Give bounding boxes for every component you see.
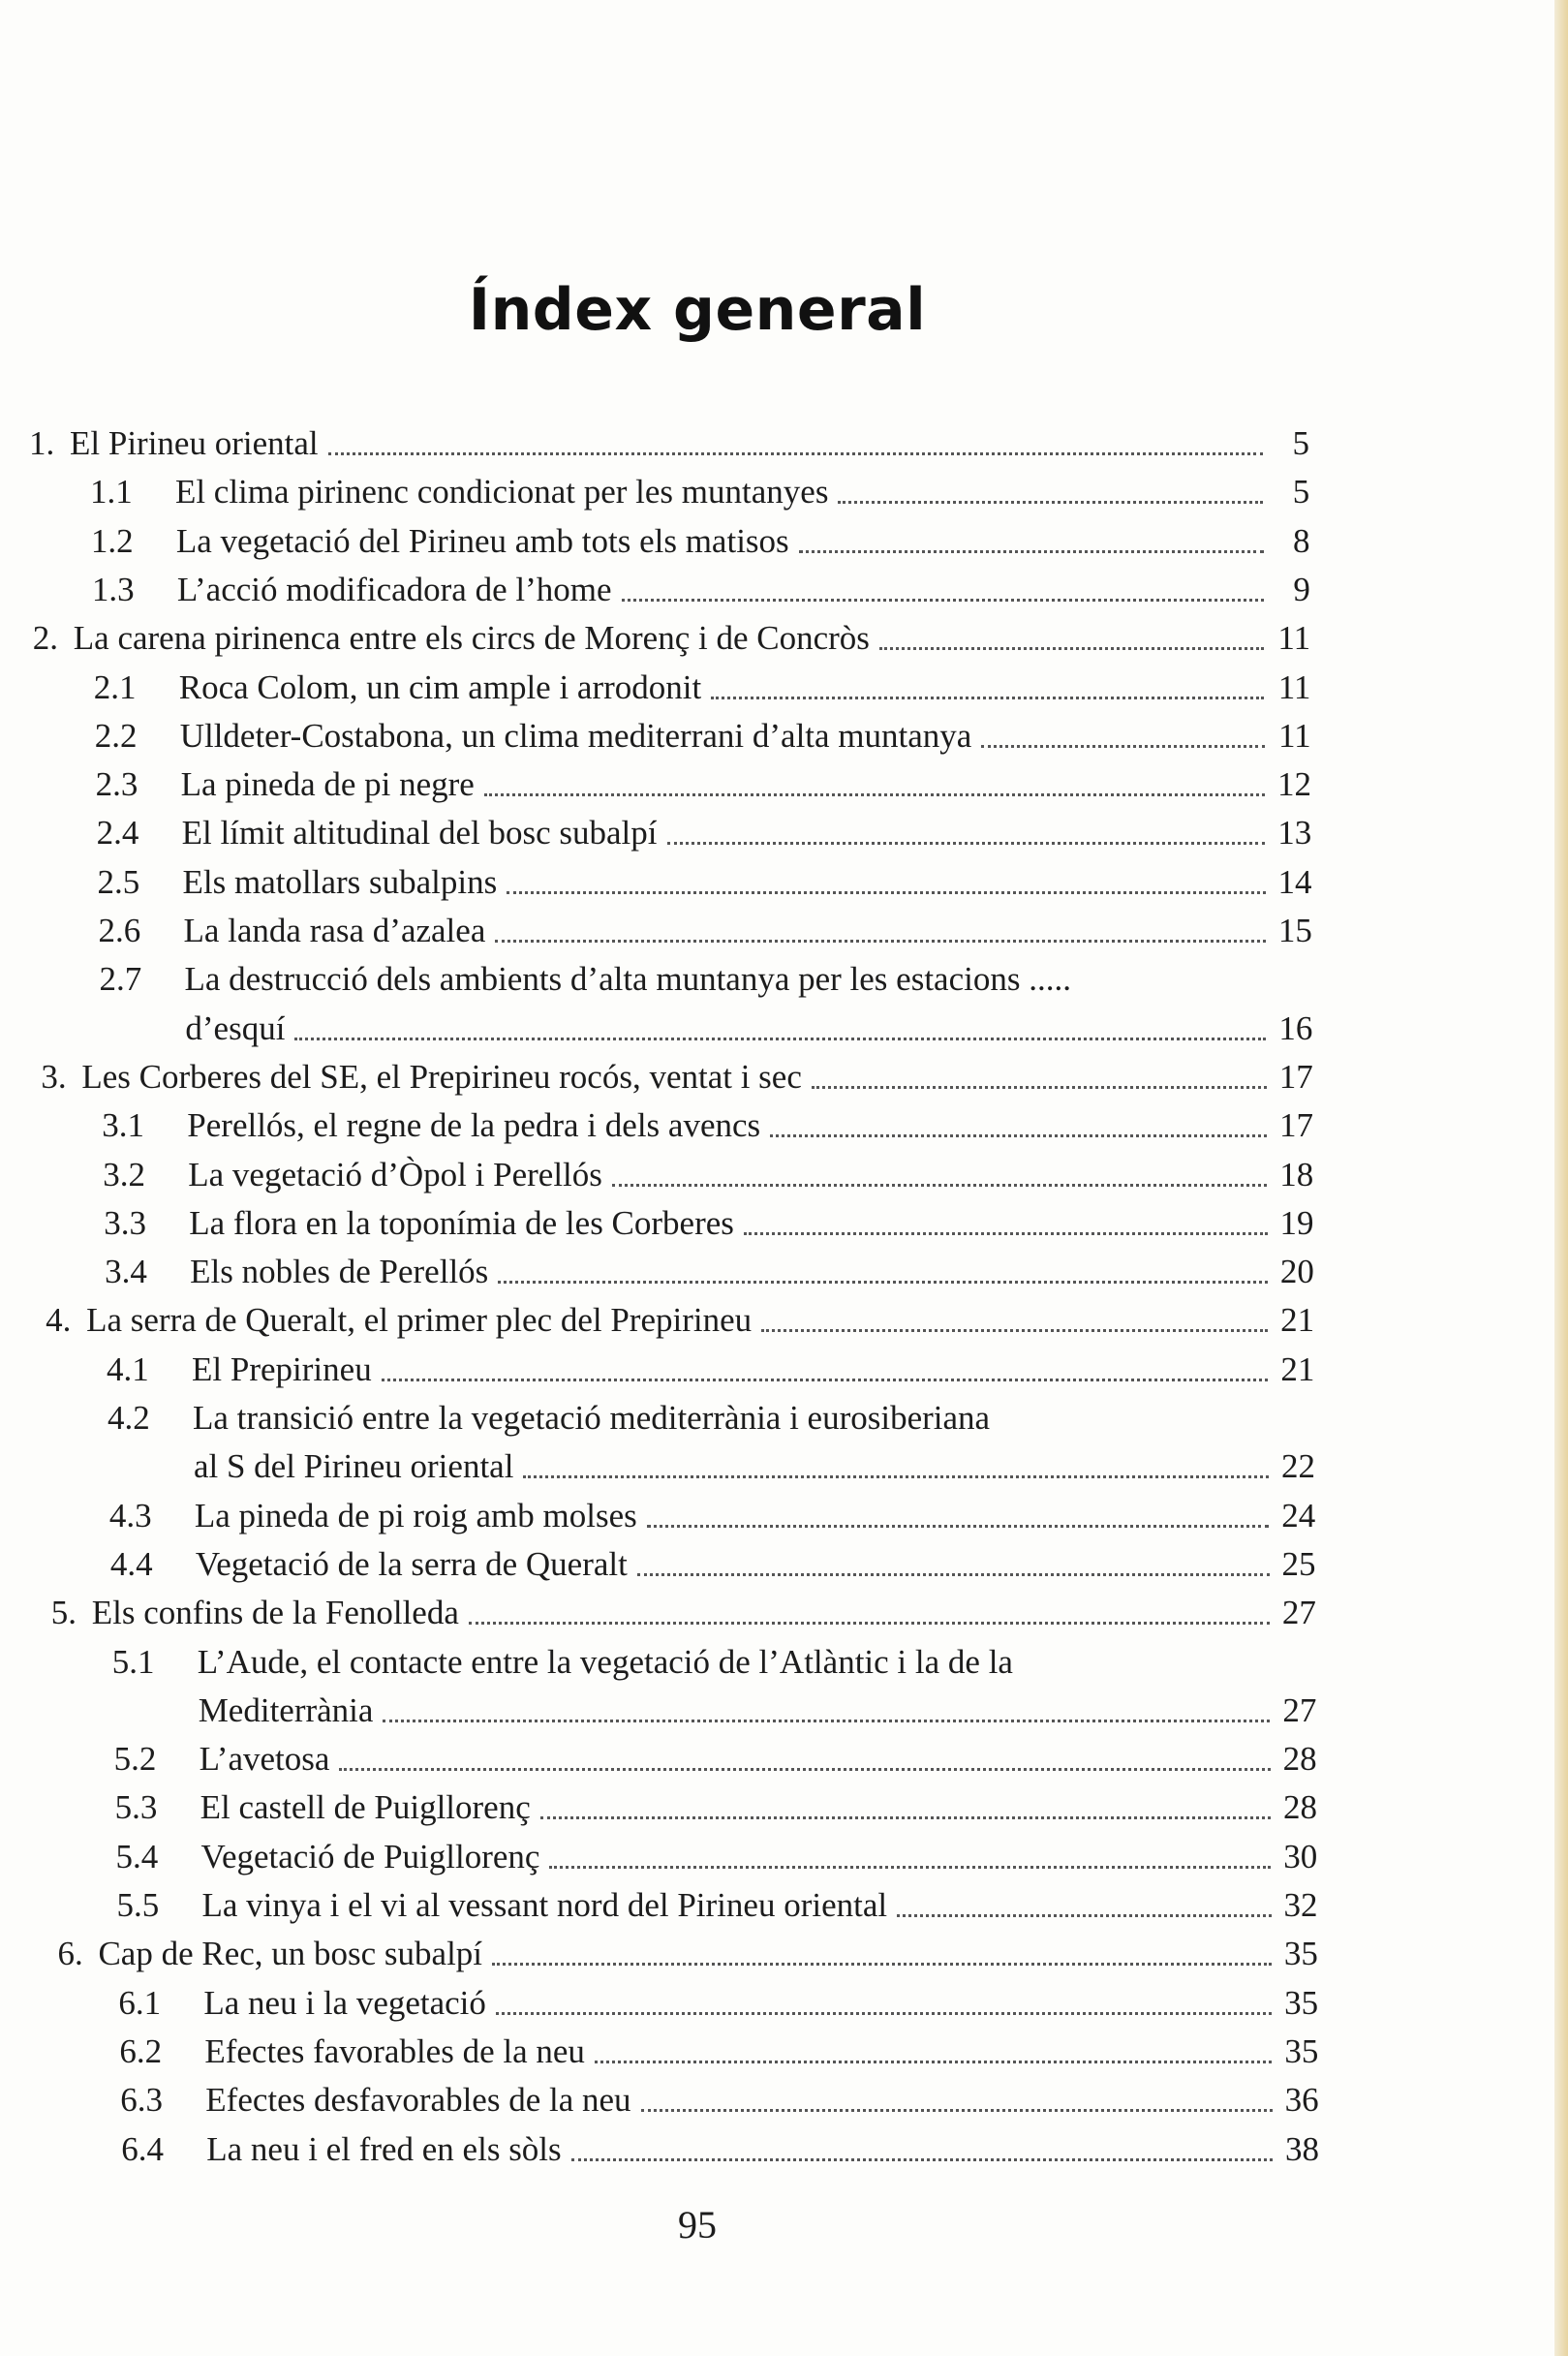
toc-entry[interactable]: [0, 1638, 1568, 1687]
toc-entry-title: Vegetació de la serra de Queralt: [195, 1544, 628, 1583]
dot-leader: [507, 890, 1265, 894]
toc-entry[interactable]: [0, 566, 1568, 614]
toc-entry-title: La neu i el fred en els sòls: [206, 2129, 562, 2168]
toc-entry[interactable]: [0, 1394, 1568, 1442]
toc-entry[interactable]: [0, 1833, 1568, 1881]
toc-entry-title: al S del Pirineu oriental: [193, 1447, 514, 1486]
toc-entry-title: La carena pirinenca entre els circs de Morenç i de Concròs: [73, 619, 870, 658]
dot-leader: [981, 744, 1264, 748]
toc-entry-number: 5.: [50, 1594, 77, 1632]
toc-entry-title: La destrucció dels ambients d’alta muntanya per les estacions .....: [184, 960, 1071, 999]
toc-entry-page: 21: [1280, 1349, 1315, 1388]
toc-entry-page: 11: [1277, 716, 1311, 755]
toc-entry-number: 5.3: [114, 1788, 158, 1827]
toc-entry-title: L’acció modificadora de l’home: [176, 570, 612, 608]
toc-entry-page: 9: [1293, 570, 1310, 608]
dot-leader: [667, 841, 1266, 845]
dot-leader: [711, 696, 1264, 699]
dot-leader: [838, 500, 1263, 504]
toc-entry-number: 5.2: [113, 1740, 157, 1779]
toc-entry-page: 17: [1278, 1106, 1313, 1145]
dot-leader: [498, 1280, 1268, 1284]
toc-entry-number: 6.1: [118, 1983, 162, 2022]
dot-leader: [523, 1474, 1269, 1478]
toc-entry-title: Els confins de la Fenolleda: [91, 1594, 459, 1632]
toc-entry-title: Cap de Rec, un bosc subalpí: [98, 1935, 483, 1973]
toc-entry-page: 15: [1277, 912, 1312, 949]
toc-entry-number: 5.5: [116, 1886, 160, 1924]
dot-leader: [339, 1767, 1270, 1771]
dot-leader: [799, 549, 1264, 553]
toc-entry-title: El clima pirinenc condicionat per les muntanyes: [174, 473, 829, 512]
dot-leader: [641, 2108, 1273, 2112]
toc-entry-number: 1.: [29, 424, 55, 462]
toc-entry-number: 1.3: [91, 570, 135, 608]
toc-entry-number: 4.: [46, 1301, 72, 1340]
toc-entry-number: 2.7: [99, 960, 142, 999]
toc-entry-page: 5: [1292, 473, 1310, 512]
toc-entry-page: 11: [1277, 619, 1311, 658]
dot-leader: [770, 1133, 1267, 1137]
toc-entry[interactable]: [0, 614, 1568, 663]
toc-entry-title: La vegetació d’Òpol i Perellós: [188, 1155, 602, 1194]
toc-entry-page: 27: [1281, 1594, 1316, 1632]
toc-entry-page: 38: [1284, 2129, 1319, 2168]
toc-entry[interactable]: [0, 712, 1568, 760]
toc-entry-title: Efectes desfavorables de la neu: [205, 2081, 631, 2120]
toc-entry[interactable]: [0, 1979, 1568, 2028]
toc-entry-page: 5: [1292, 424, 1309, 462]
toc-entry-title: Efectes favorables de la neu: [204, 2031, 585, 2070]
toc-entry-title: La pineda de pi roig amb molses: [194, 1496, 637, 1534]
toc-entry-page: 18: [1279, 1155, 1314, 1194]
toc-entry-page: 30: [1283, 1837, 1318, 1876]
toc-entry-number: 3.1: [102, 1106, 145, 1145]
toc-entry-title: Perellós, el regne de la pedra i dels avencs: [187, 1106, 761, 1145]
toc-entry-page: 11: [1277, 667, 1311, 706]
toc-entry-title: La pineda de pi negre: [180, 765, 475, 804]
toc-entry[interactable]: [0, 1346, 1568, 1394]
toc-entry-number: 4.4: [109, 1544, 153, 1583]
toc-entry-number: 3.4: [105, 1253, 147, 1291]
toc-entry[interactable]: [0, 1783, 1568, 1832]
dot-leader: [571, 2157, 1273, 2161]
toc-entry-page: 28: [1282, 1788, 1317, 1827]
toc-entry[interactable]: [0, 419, 1568, 468]
toc-entry-number: 2.1: [93, 667, 137, 706]
toc-entry[interactable]: [0, 1442, 1568, 1491]
toc-entry-page: 28: [1282, 1740, 1317, 1779]
dot-leader: [744, 1231, 1268, 1235]
toc-entry-title: Vegetació de Puigllorenç: [200, 1837, 540, 1876]
toc-entry-title: L’avetosa: [199, 1740, 330, 1779]
toc-entry[interactable]: [0, 2076, 1568, 2124]
toc-entry-page: 12: [1276, 765, 1311, 804]
dot-leader: [1023, 1673, 1270, 1674]
dot-leader: [595, 2060, 1272, 2063]
toc-entry-title: La serra de Queralt, el primer plec del Prepirineu: [86, 1301, 753, 1340]
toc-entry[interactable]: [0, 1053, 1568, 1101]
toc-entry-page: 35: [1284, 1983, 1319, 2022]
dot-leader: [549, 1865, 1271, 1869]
toc-entry-number: 6.2: [119, 2031, 163, 2070]
toc-entry-title: La landa rasa d’azalea: [183, 912, 486, 949]
dot-leader: [897, 1913, 1271, 1917]
toc-entry[interactable]: [0, 1492, 1568, 1540]
toc-entry[interactable]: [0, 760, 1568, 809]
dot-leader: [540, 1815, 1271, 1819]
toc-entry[interactable]: [0, 1687, 1568, 1735]
toc-entry-number: 1.1: [89, 473, 133, 512]
dot-leader: [879, 646, 1264, 650]
toc-entry-page: 20: [1279, 1253, 1314, 1291]
toc-entry-title: Ulldeter-Costabona, un clima mediterrani d’alta muntanya: [179, 716, 972, 755]
dot-leader: [294, 1037, 1266, 1040]
toc-entry[interactable]: [0, 1248, 1568, 1296]
toc-entry-title: La flora en la toponímia de les Corberes: [189, 1203, 734, 1242]
toc-entry-number: 4.3: [108, 1496, 152, 1534]
toc-entry[interactable]: [0, 809, 1568, 857]
toc-entry-number: 1.2: [90, 521, 134, 560]
toc-entry-page: 36: [1284, 2081, 1319, 2120]
toc-entry-title: El Pirineu oriental: [70, 424, 319, 462]
toc-entry-number: 3.: [41, 1057, 67, 1096]
toc-entry-number: 2.5: [97, 862, 140, 901]
toc-entry[interactable]: [0, 517, 1568, 566]
toc-entry-number: 2.4: [96, 814, 139, 852]
toc-entry-number: 4.1: [107, 1349, 149, 1388]
toc-entry[interactable]: [0, 2125, 1568, 2174]
toc-entry[interactable]: [0, 1199, 1568, 1248]
dot-leader: [496, 2011, 1272, 2015]
toc-entry-number: 2.2: [94, 716, 138, 755]
dot-leader: [622, 598, 1264, 602]
toc-entry-title: El límit altitudinal del bosc subalpí: [181, 814, 658, 852]
toc-entry-page: 16: [1278, 1008, 1313, 1047]
toc-entry[interactable]: [0, 2028, 1568, 2076]
dot-leader: [382, 1378, 1269, 1381]
toc-entry[interactable]: [0, 468, 1568, 516]
toc-entry[interactable]: [0, 858, 1568, 907]
toc-entry-page: 25: [1281, 1544, 1316, 1583]
toc-entry-page: 24: [1281, 1496, 1316, 1534]
toc-entry-page: 8: [1293, 521, 1310, 560]
page-title: Índex general: [468, 276, 927, 344]
toc-entry-title: El castell de Puigllorenç: [200, 1788, 531, 1827]
toc-entry-title: L’Aude, el contacte entre la vegetació de l’Atlàntic i la de la: [197, 1642, 1013, 1681]
toc-entry-title: d’esquí: [185, 1008, 286, 1047]
dot-leader: [383, 1719, 1270, 1722]
toc-entry-number: 5.4: [115, 1837, 159, 1876]
toc-entry-page: 35: [1283, 1935, 1318, 1973]
toc-entry-number: 6.: [57, 1935, 83, 1973]
toc-entry[interactable]: [0, 1881, 1568, 1930]
toc-entry[interactable]: [0, 1930, 1568, 1978]
dot-leader: [484, 792, 1265, 796]
toc-entry[interactable]: [0, 1540, 1568, 1589]
toc-entry-number: 4.2: [108, 1399, 150, 1437]
toc-entry-title: La vegetació del Pirineu amb tots els matisos: [175, 521, 789, 560]
dot-leader: [999, 1429, 1269, 1430]
toc-entry-title: La neu i la vegetació: [203, 1983, 486, 2022]
toc-entry-page: 22: [1280, 1447, 1315, 1486]
toc-entry-number: 3.3: [104, 1203, 146, 1242]
dot-leader: [761, 1328, 1268, 1332]
dot-leader: [1081, 990, 1266, 991]
toc-entry-page: 13: [1277, 814, 1312, 852]
toc-entry-title: Roca Colom, un cim ample i arrodonit: [178, 667, 702, 706]
toc-entry-title: La transició entre la vegetació mediterrània i eurosiberiana: [193, 1399, 991, 1437]
toc-entry-number: 2.3: [95, 765, 138, 804]
toc-entry-number: 6.3: [120, 2081, 164, 2120]
toc-entry-title: El Prepirineu: [192, 1349, 372, 1388]
dot-leader: [492, 1962, 1272, 1966]
toc-entry-title: La vinya i el vi al vessant nord del Pirineu oriental: [201, 1886, 888, 1924]
toc-entry-page: 14: [1277, 862, 1312, 901]
toc-entry-title: Els matollars subalpins: [182, 862, 498, 901]
toc-entry[interactable]: [0, 1735, 1568, 1783]
dot-leader: [469, 1621, 1270, 1625]
toc-entry[interactable]: [0, 1589, 1568, 1637]
toc-entry-title: Les Corberes del SE, el Prepirineu rocós, ventat i sec: [81, 1057, 802, 1096]
toc-entry-page: 35: [1284, 2031, 1319, 2070]
dot-leader: [637, 1572, 1270, 1576]
toc-entry[interactable]: [0, 1101, 1568, 1150]
toc-entry[interactable]: [0, 1151, 1568, 1199]
toc-entry[interactable]: [0, 907, 1568, 955]
toc-entry-page: 27: [1282, 1690, 1317, 1729]
toc-entry[interactable]: [0, 664, 1568, 712]
toc-entry-number: 5.1: [111, 1642, 155, 1681]
toc-entry-number: 2.6: [98, 912, 141, 949]
dot-leader: [495, 939, 1265, 943]
toc-entry[interactable]: [0, 1296, 1568, 1345]
toc-entry-page: 17: [1278, 1057, 1313, 1096]
toc-entry-title: Mediterrània: [198, 1690, 374, 1729]
dot-leader: [328, 451, 1263, 455]
toc-entry-number: 3.2: [103, 1155, 145, 1194]
toc-entry-number: 2.: [32, 619, 59, 658]
dot-leader: [647, 1524, 1270, 1528]
toc-entry-page: 32: [1283, 1886, 1318, 1924]
toc-entry-page: 21: [1280, 1301, 1315, 1340]
page-number: 95: [678, 2203, 717, 2247]
dot-leader: [812, 1085, 1267, 1089]
toc-entry-title: Els nobles de Perellós: [190, 1253, 489, 1291]
toc-entry[interactable]: [0, 955, 1568, 1004]
toc-entry[interactable]: [0, 1005, 1568, 1053]
dot-leader: [612, 1183, 1267, 1187]
toc-entry-number: 6.4: [121, 2129, 164, 2168]
toc-entry-page: 19: [1279, 1203, 1314, 1242]
